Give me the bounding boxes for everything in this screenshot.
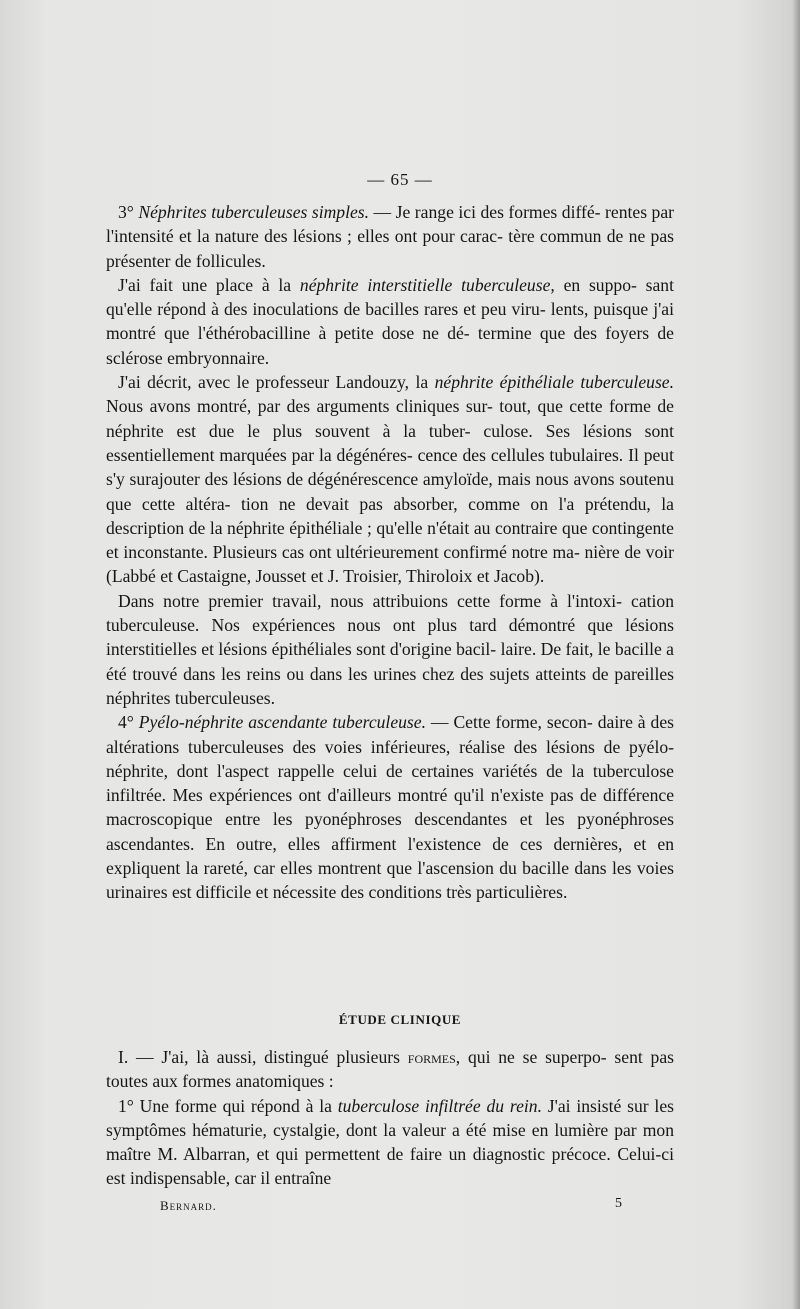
small-caps-term: formes xyxy=(407,1047,456,1067)
paragraph-lead: 1° Une forme qui répond à la xyxy=(118,1095,338,1116)
paragraph-tuberculose-infiltree xyxy=(106,1094,674,1191)
section-heading: ÉTUDE CLINIQUE xyxy=(338,1012,462,1027)
paragraph-lead: 4° xyxy=(118,712,139,733)
paragraph-text: — Je range ici des formes diffé- rentes par l'intensité et la nature des lésions ; elles ont pour carac- tère commun de ne pas présenter de follicules. xyxy=(106,202,675,271)
paragraph-italic-term: néphrite épithéliale tuberculeuse. xyxy=(434,372,674,393)
paragraph-text: Nous avons montré, par des arguments cliniques sur- tout, que cette forme de néphrite est due le plus souvent à la tuber- culose. Ses lésions sont essentiellement marquées par la dégénéres- cence des cellules tubulaires. Il peut s'y surajouter des lésions de dégénérescence amyloïde, mais nous avons soutenu que cette altéra- tion ne devait pas absorber, comme on l'a prétendu, la description de la néphrite épithéliale ; qu'elle n'était au contraire que contingente et inconstante. Plusieurs cas ont ultérieurement confirmé notre ma- nière de voir (Labbé et Castaigne, Jousset et J. Troisier, Thiroloix et Jacob). xyxy=(106,396,674,587)
paragraph-text: I. — J'ai, là aussi, distingué plusieurs xyxy=(118,1047,408,1067)
paragraph-italic-term: tuberculose infiltrée du rein. xyxy=(337,1095,542,1116)
paragraph-nephrite-interstitielle xyxy=(106,273,674,370)
paragraph-nephrite-epitheliale xyxy=(106,370,674,589)
paragraph-premier-travail xyxy=(106,589,674,710)
paragraph-text: en suppo- sant qu'elle répond à des inoculations de bacilles rares et peu viru- lents, puisque j'ai montré que l'éthérobacilline à petite dose ne dé- termine que des foyers de sclérose embryonnaire. xyxy=(106,274,674,368)
paragraph-lead: J'ai fait une place à la xyxy=(118,274,300,295)
paragraph-nephrites-simples xyxy=(106,200,674,273)
paragraph-lead: J'ai décrit, avec le professeur Landouzy, la xyxy=(118,372,435,393)
footer-author: Bernard. xyxy=(160,1198,217,1213)
paragraph-formes xyxy=(106,1045,674,1094)
paragraph-italic-term: Pyélo-néphrite ascendante tuberculeuse. xyxy=(138,712,426,733)
clinical-text xyxy=(106,1045,674,1191)
paragraph-pyelo-nephrite xyxy=(106,710,674,904)
paragraph-italic-term: néphrite interstitielle tuberculeuse, xyxy=(299,274,555,295)
page-number: — 65 — xyxy=(367,170,433,189)
paragraph-text: — Cette forme, secon- daire à des altérations tuberculeuses des voies inférieures, réalise des lésions de pyélo-néphrite, dont l'aspect rappelle celui de certaines variétés de la tuberculose infiltrée. Mes expériences ont d'ailleurs montré qu'il n'existe pas de différence macroscopique entre les pyonéphroses descendantes et les pyonéphroses ascendantes. En outre, elles affirment l'existence de ces dernières, et en expliquent la rareté, car elles montrent que l'ascension du bacille dans les voies urinaires est difficile et nécessite des conditions très particulières. xyxy=(106,712,675,903)
paragraph-text: J'ai insisté sur les symptômes hématurie, cystalgie, dont la valeur a été mise en lumière par mon maître M. Albarran, et qui permettent de faire un diagnostic précoce. Celui-ci est indispensable, car il entraîne xyxy=(106,1095,674,1189)
paragraph-lead: 3° xyxy=(118,202,139,222)
paragraph-text: Dans notre premier travail, nous attribuions cette forme à l'intoxi- cation tuberculeuse. Nos expériences nous ont plus tard démontré que lésions interstitielles et lésions épithéliales sont d'origine bacil- laire. De fait, le bacille a été trouvé dans les reins ou dans les urines chez des sujets atteints de pareilles néphrites tuberculeuses. xyxy=(106,590,674,708)
page-edge-shadow xyxy=(792,0,800,1309)
paragraph-italic-term: Néphrites tuberculeuses simples. xyxy=(138,202,370,222)
body-text xyxy=(106,200,674,905)
footer-sheet-number: 5 xyxy=(615,1196,622,1211)
paragraph-text: , qui ne se superpo- sent pas toutes aux formes anatomiques : xyxy=(106,1047,674,1092)
